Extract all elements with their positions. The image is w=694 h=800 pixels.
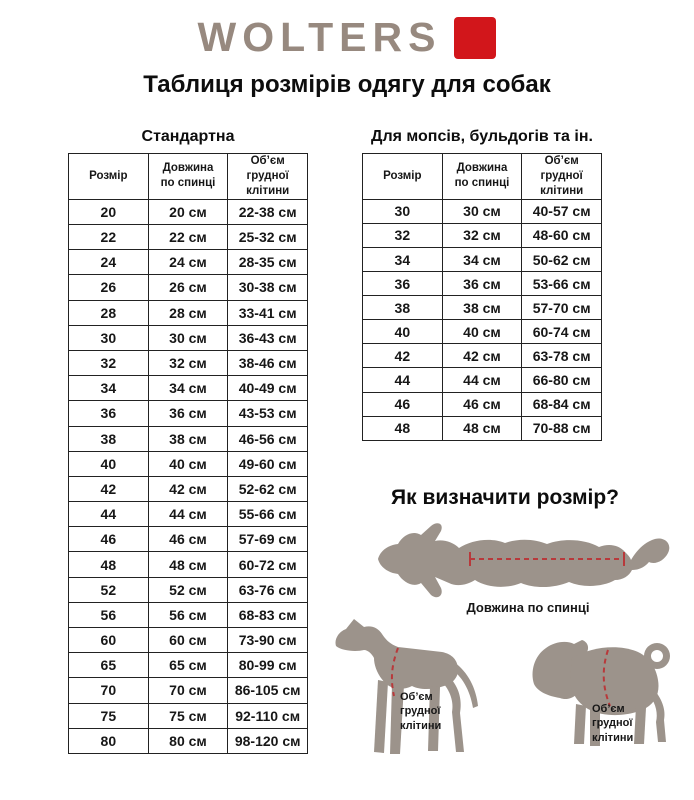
table-cell: 40 [363,320,443,344]
table-cell: 73-90 см [228,628,308,653]
table-cell: 22 см [148,225,228,250]
table-cell: 44 см [148,502,228,527]
standard-size-table-section [68,128,308,754]
table-cell: 80-99 см [228,653,308,678]
table-cell: 42 см [148,476,228,501]
table-cell: 70 см [148,678,228,703]
table-cell: 48-60 см [522,223,602,247]
table-cell: 42 [69,476,149,501]
table-cell: 48 [363,416,443,440]
table-row [69,476,308,501]
table-cell: 52-62 см [228,476,308,501]
table-cell: 24 [69,250,149,275]
table-cell: 32 см [442,223,522,247]
table-cell: 48 [69,552,149,577]
table-cell: 68-83 см [228,602,308,627]
chest-volume-label: Об’єм грудної клітини [400,691,442,732]
table-cell: 86-105 см [228,678,308,703]
table-cell: 40 [69,451,149,476]
table-cell: 36 [69,401,149,426]
table-cell: 52 см [148,577,228,602]
table-cell: 32 [363,223,443,247]
table-row [363,344,602,368]
column-header: Довжина по спинці [148,154,228,200]
table-row [69,628,308,653]
table-cell: 20 [69,199,149,224]
table-cell: 42 см [442,344,522,368]
table-cell: 34 [363,248,443,272]
dog-topview-silhouette [378,523,669,597]
table-cell: 53-66 см [522,272,602,296]
table-cell: 36 см [442,272,522,296]
table-row [69,678,308,703]
table-cell: 57-69 см [228,527,308,552]
table-row [69,199,308,224]
table-cell: 25-32 см [228,225,308,250]
table-cell: 75 [69,703,149,728]
table-row [363,248,602,272]
table-cell: 49-60 см [228,451,308,476]
table-row [69,577,308,602]
table-cell: 26 [69,275,149,300]
table-cell: 33-41 см [228,300,308,325]
table-row [363,296,602,320]
table-cell: 40 см [442,320,522,344]
table-cell: 34 см [442,248,522,272]
size-guide-title: Як визначити розмір? [391,486,619,509]
table-row [69,552,308,577]
table-cell: 22 [69,225,149,250]
table-cell: 63-76 см [228,577,308,602]
table-cell: 68-84 см [522,392,602,416]
brand-logo-square-icon [454,17,496,59]
pug-bulldog-size-table-section [362,128,602,441]
chest-volume-label: Об’єм грудної клітини [592,703,634,744]
table-row [363,320,602,344]
table-row [69,426,308,451]
column-header: Об’єм грудної клітини [228,154,308,200]
table-row [363,368,602,392]
table-cell: 46 [363,392,443,416]
table-cell: 92-110 см [228,703,308,728]
table-cell: 52 [69,577,149,602]
table-row [69,451,308,476]
table-cell: 48 см [442,416,522,440]
table-row [363,199,602,223]
table-cell: 60-74 см [522,320,602,344]
table-cell: 28 [69,300,149,325]
standard-size-table [68,153,308,754]
table-row [363,416,602,440]
table-cell: 40-49 см [228,376,308,401]
table-cell: 50-62 см [522,248,602,272]
table-cell: 60 см [148,628,228,653]
table-header-row [69,154,308,200]
table-cell: 44 [363,368,443,392]
table-cell: 46-56 см [228,426,308,451]
table-cell: 30 см [148,325,228,350]
table-cell: 55-66 см [228,502,308,527]
table-cell: 44 [69,502,149,527]
table-cell: 38 [363,296,443,320]
brand-logo [0,14,694,61]
table-cell: 42 [363,344,443,368]
column-header: Розмір [69,154,149,200]
table-cell: 38-46 см [228,350,308,375]
table-row [69,325,308,350]
table-cell: 80 см [148,728,228,753]
table-cell: 26 см [148,275,228,300]
table-cell: 30-38 см [228,275,308,300]
table-row [69,703,308,728]
table-cell: 22-38 см [228,199,308,224]
table-row [363,272,602,296]
table-cell: 40 см [148,451,228,476]
table-cell: 30 см [442,199,522,223]
table-row [69,728,308,753]
table-cell: 66-80 см [522,368,602,392]
table-cell: 38 [69,426,149,451]
table-cell: 36 [363,272,443,296]
back-length-label: Довжина по спинці [466,600,590,615]
table-cell: 60-72 см [228,552,308,577]
table-row [69,653,308,678]
table-row [69,502,308,527]
table-cell: 80 [69,728,149,753]
table-cell: 65 см [148,653,228,678]
table-cell: 28 см [148,300,228,325]
table-row [69,225,308,250]
table-cell: 36-43 см [228,325,308,350]
table-cell: 46 см [148,527,228,552]
column-header: Довжина по спинці [442,154,522,200]
table-row [69,300,308,325]
table-row [69,602,308,627]
table-cell: 34 [69,376,149,401]
table-cell: 56 см [148,602,228,627]
table-row [69,275,308,300]
table-row [363,223,602,247]
table-cell: 70 [69,678,149,703]
table-cell: 46 [69,527,149,552]
table-cell: 43-53 см [228,401,308,426]
table-cell: 32 [69,350,149,375]
table-cell: 75 см [148,703,228,728]
table-cell: 28-35 см [228,250,308,275]
page-title: Таблиця розмірів одягу для собак [143,71,551,98]
table-cell: 38 см [442,296,522,320]
table-cell: 60 [69,628,149,653]
table-cell: 34 см [148,376,228,401]
table-cell: 24 см [148,250,228,275]
table-row [69,376,308,401]
table-cell: 30 [69,325,149,350]
table-cell: 56 [69,602,149,627]
table-title-standard: Стандартна [141,128,235,145]
table-cell: 46 см [442,392,522,416]
table-row [69,401,308,426]
table-row [69,527,308,552]
table-cell: 40-57 см [522,199,602,223]
table-title-pug-bulldog: Для мопсів, бульдогів та ін. [371,128,593,145]
table-cell: 36 см [148,401,228,426]
dog-topview-illustration [372,520,684,598]
table-cell: 20 см [148,199,228,224]
table-row [69,250,308,275]
table-cell: 57-70 см [522,296,602,320]
column-header: Розмір [363,154,443,200]
table-row [69,350,308,375]
table-cell: 65 [69,653,149,678]
table-cell: 48 см [148,552,228,577]
dog-sideview-silhouette [335,619,478,754]
pug-bulldog-size-table [362,153,602,441]
table-cell: 70-88 см [522,416,602,440]
table-cell: 63-78 см [522,344,602,368]
table-row [363,392,602,416]
table-cell: 98-120 см [228,728,308,753]
column-header: Об’єм грудної клітини [522,154,602,200]
brand-logo-text: WOLTERS [197,14,442,60]
table-cell: 32 см [148,350,228,375]
table-cell: 44 см [442,368,522,392]
table-cell: 30 [363,199,443,223]
table-cell: 38 см [148,426,228,451]
table-header-row [363,154,602,200]
